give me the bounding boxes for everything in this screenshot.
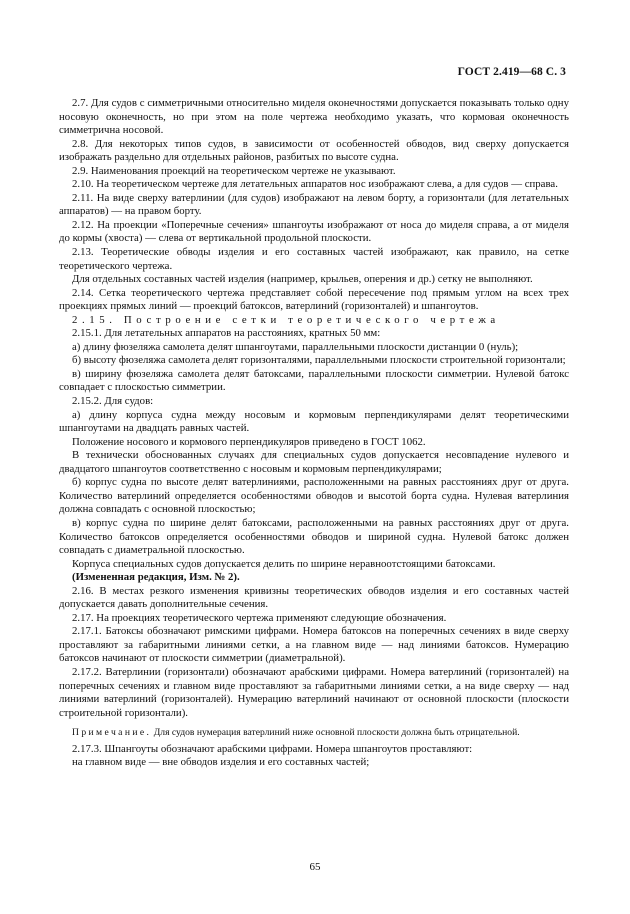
paragraph-2-11	[59, 192, 569, 219]
paragraph-text: 2.17.2. Ватерлинии (горизонтали) обозначают арабскими цифрами. Номера ватерлиний (горизонталей) на поперечных сечениях и главном виде проставляют за габаритными линиями сетки, а на виде сверху — над линиями ватерлиний (горизонталей). Нумерацию ватерлиний начинают от основной плоскости (плоскости строительной горизонтали).	[59, 665, 569, 719]
page-number: 65	[309, 861, 321, 873]
paragraph-2-15-2	[59, 395, 569, 409]
paragraph-2-17-1	[59, 625, 569, 666]
paragraph-text: Корпуса специальных судов допускается делить по ширине неравноотстоящими батоксами.	[72, 557, 496, 570]
paragraph-text: 2.13. Теоретические обводы изделия и его составных частей изображают, как правило, на сетке теоретического чертежа.	[59, 246, 569, 272]
paragraph-2-12	[59, 219, 569, 246]
paragraph-text: 2.14. Сетка теоретического чертежа представляет собой пересечение под прямым углом на всех трех проекциях прямых линий — проекций батоксов, ватерлиний (горизонталей) и шпангоутов.	[59, 286, 569, 313]
paragraph-text: 2.17.3. Шпангоуты обозначают арабскими цифрами. Номера шпангоутов проставляют:	[72, 742, 473, 755]
paragraph-2-10	[59, 178, 569, 192]
paragraph-2-13	[59, 246, 569, 273]
paragraph-text: 2.17.1. Батоксы обозначают римскими цифрами. Номера батоксов на поперечных сечениях в виде сверху проставляют за габаритными линиями сетки, а на главном виде — над линиями батоксов. Нумерацию батоксов начинают от плоскости симметрии (диаметральной).	[59, 625, 569, 665]
paragraph-text: б) высоту фюзеляжа самолета делят горизонталями, параллельными плоскости строительной горизонтали;	[72, 354, 566, 367]
paragraph-special-ships	[59, 558, 569, 572]
list-item-v-ship	[59, 517, 569, 558]
note	[59, 727, 569, 740]
amendment-note	[59, 571, 569, 585]
list-item-b-ship	[59, 476, 569, 517]
paragraph-2-17-3	[59, 743, 569, 757]
paragraph-text: В технически обоснованных случаях для специальных судов допускается несовпадение нулевого и двадцатого шпангоутов соответственно с носовым и кормовым перпендикулярами;	[59, 449, 569, 475]
paragraph-perpendiculars	[59, 436, 569, 450]
section-heading-2-15	[59, 314, 569, 328]
paragraph-2-7	[59, 97, 569, 138]
paragraph-text: в) корпус судна по ширине делят батоксами, расположенными на равных расстояниях друг от друга. Количество батоксов определяется особенностями обводов и шириной судна. Нулевой батокс должен совпадать с диаметральной плоскостью.	[59, 516, 569, 557]
paragraph-main-view	[59, 756, 569, 770]
paragraph-text: 2.16. В местах резкого изменения кривизны теоретических обводов изделия и его составных частей допускается давать дополнительные сечения.	[59, 584, 569, 611]
paragraph-text: Положение носового и кормового перпендикуляров приведено в ГОСТ 1062.	[72, 435, 426, 448]
paragraph-text: 2.9. Наименования проекций на теоретическом чертеже не указывают.	[72, 164, 396, 177]
paragraph-text: 2.11. На виде сверху ватерлинии (для судов) изображают на левом борту, а горизонтали (для летательных аппаратов) — на правом борту.	[59, 191, 569, 218]
paragraph-text: а) длину фюзеляжа самолета делят шпангоутами, параллельными плоскости дистанции 0 (нуль);	[72, 340, 519, 353]
paragraph-2-15-1	[59, 327, 569, 341]
paragraph-2-13-note	[59, 273, 569, 287]
note-label: Примечание.	[72, 727, 152, 739]
list-item-a	[59, 341, 569, 355]
paragraph-2-16	[59, 585, 569, 612]
paragraph-text: 2.8. Для некоторых типов судов, в зависимости от особенностей обводов, вид сверху допускается изображать раздельно для отдельных районов, разбитых по высоте судна.	[59, 137, 569, 164]
paragraph-text: в) ширину фюзеляжа самолета делят батоксами, параллельными плоскости симметрии. Нулевой батокс совпадает с плоскостью симметрии.	[59, 367, 569, 394]
list-item-b	[59, 354, 569, 368]
paragraph-2-14	[59, 287, 569, 314]
paragraph-2-17-2	[59, 666, 569, 720]
list-item-v	[59, 368, 569, 395]
paragraph-text: а) длину корпуса судна между носовым и кормовым перпендикулярами делят теоретическими шпангоутами на двадцать равных частей.	[59, 408, 569, 435]
paragraph-2-8	[59, 138, 569, 165]
paragraph-text: 2.12. На проекции «Поперечные сечения» шпангоуты изображают от носа до миделя справа, а от миделя до кормы (хвоста) — слева от вертикальной продольной плоскости.	[59, 218, 569, 245]
paragraph-text: 2.17. На проекциях теоретического чертежа применяют следующие обозначения.	[72, 611, 447, 624]
note-text: Для судов нумерация ватерлиний ниже основной плоскости должна быть отрицательной.	[153, 727, 520, 739]
paragraph-text: 2.15. Построение сетки теоретического чертежа	[72, 313, 500, 326]
paragraph-text: (Измененная редакция, Изм. № 2).	[72, 571, 240, 584]
document-header: ГОСТ 2.419—68 С. 3	[457, 66, 566, 78]
paragraph-text: 2.7. Для судов с симметричными относительно миделя оконечностями допускается показывать только одну носовую оконечность, но при этом на поле чертежа необходимо указать, что кормовая оконечность симметрична носовой.	[59, 97, 569, 137]
list-item-a-ship	[59, 409, 569, 436]
paragraph-text: 2.10. На теоретическом чертеже для летательных аппаратов нос изображают слева, а для судов — справа.	[72, 178, 558, 191]
paragraph-special-cases	[59, 449, 569, 476]
document-body	[59, 97, 569, 770]
paragraph-text: на главном виде — вне обводов изделия и его составных частей;	[72, 756, 370, 769]
paragraph-text: б) корпус судна по высоте делят ватерлиниями, расположенными на равных расстояниях друг от друга. Количество ватерлиний определяется особенностями обводов и высотой борта судна. Нулевая ватерлиния должна совпадать с основной плоскостью;	[59, 476, 569, 516]
paragraph-2-17	[59, 612, 569, 626]
paragraph-text: 2.15.1. Для летательных аппаратов на расстояниях, кратных 50 мм:	[72, 327, 381, 340]
paragraph-2-9	[59, 165, 569, 179]
paragraph-text: 2.15.2. Для судов:	[72, 395, 154, 408]
paragraph-text: Для отдельных составных частей изделия (например, крыльев, оперения и др.) сетку не выполняют.	[72, 273, 533, 286]
